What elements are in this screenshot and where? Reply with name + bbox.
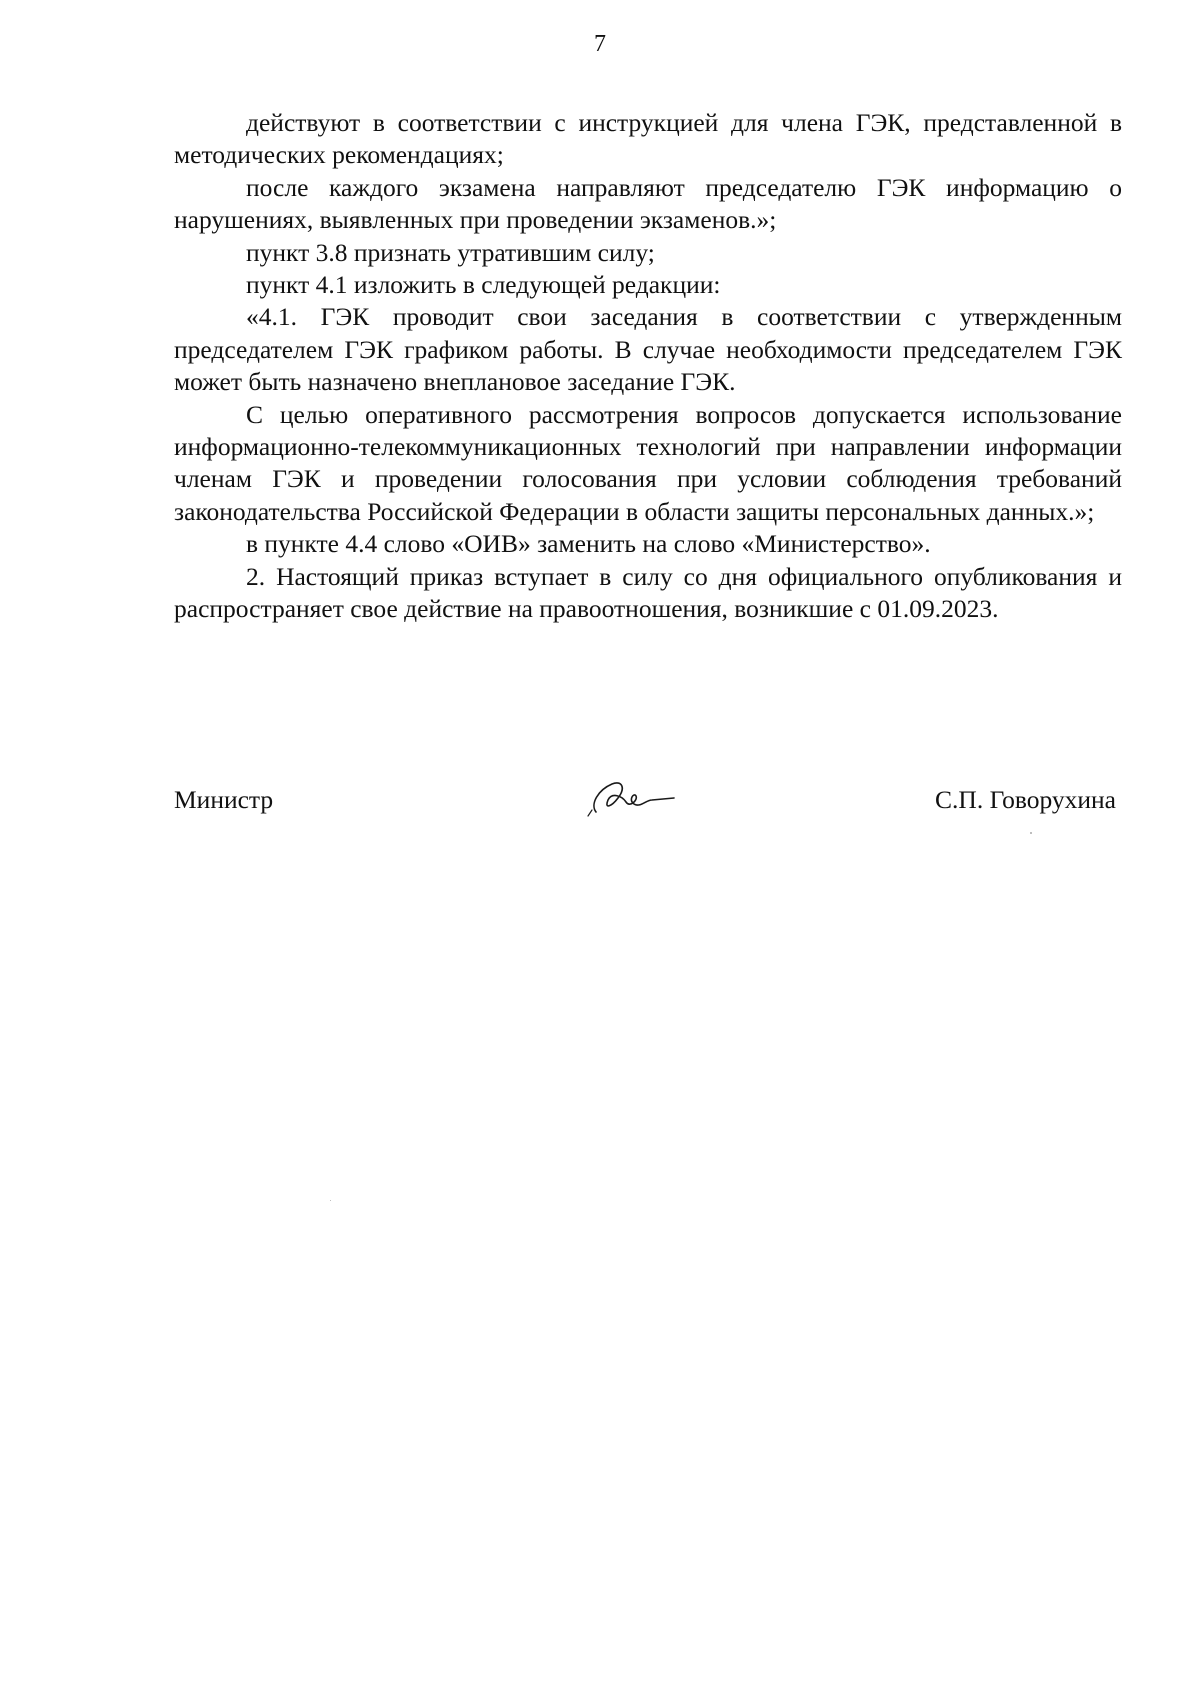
paragraph-7: в пункте 4.4 слово «ОИВ» заменить на слово «Министерство». [246,529,931,559]
document-body [174,107,1122,626]
paragraph-4: пункт 4.1 изложить в следующей редакции: [246,270,721,300]
handwritten-signature [582,770,678,818]
paragraph-5: «4.1. ГЭК проводит свои заседания в соответствии с утвержденным председателем ГЭК графиком работы. В случае необходимости председателем ГЭК может быть назначено внеплановое заседание ГЭК. [174,302,1122,397]
paragraph-8: 2. Настоящий приказ вступает в силу со дня официального опубликования и распространяет свое действие на правоотношения, возникшие с 01.09.2023. [174,561,1122,624]
signature-block [174,770,1122,840]
paragraph-6: С целью оперативного рассмотрения вопросов допускается использование информационно-телекоммуникационных технологий при направлении информации членам ГЭК и проведении голосования при условии соблюдения требований законодательства Российской Федерации в области защиты персональных данных.»; [174,399,1122,526]
page-number: 7 [594,31,606,57]
signatory-position: Министр [174,785,274,814]
paragraph-3: пункт 3.8 признать утратившим силу; [246,237,655,267]
scan-speck [1030,832,1032,834]
signatory-name: С.П. Говорухина [935,785,1116,814]
paragraph-2: после каждого экзамена направляют председателю ГЭК информацию о нарушениях, выявленных при проведении экзаменов.»; [174,172,1122,235]
paragraph-1: действуют в соответствии с инструкцией для члена ГЭК, представленной в методических рекомендациях; [174,108,1122,170]
scan-speck [330,1200,331,1201]
